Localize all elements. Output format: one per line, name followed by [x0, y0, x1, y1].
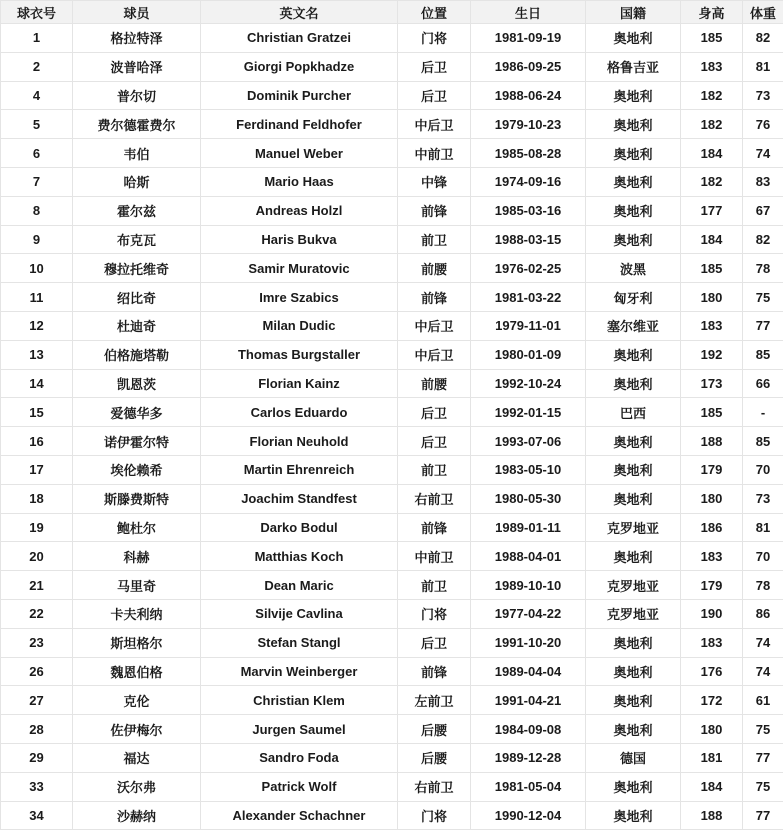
- height-cell: 181: [681, 743, 743, 772]
- table-row: [1, 24, 783, 53]
- table-row: [1, 743, 783, 772]
- weight-cell: 85: [743, 340, 783, 369]
- jersey-number-cell: 7: [1, 167, 73, 196]
- table-row: [1, 254, 783, 283]
- player-name-cell: 杜迪奇: [73, 311, 201, 340]
- jersey-number-cell: 26: [1, 657, 73, 686]
- player-name-cell: 克伦: [73, 686, 201, 715]
- nationality-cell: 巴西: [586, 398, 681, 427]
- nationality-cell: 奥地利: [586, 542, 681, 571]
- nationality-cell: 德国: [586, 743, 681, 772]
- jersey-number-cell: 15: [1, 398, 73, 427]
- player-name-cell: 科赫: [73, 542, 201, 571]
- nationality-cell: 塞尔维亚: [586, 311, 681, 340]
- nationality-cell: 奥地利: [586, 628, 681, 657]
- table-row: [1, 571, 783, 600]
- table-row: [1, 657, 783, 686]
- player-name-cell: 沙赫纳: [73, 801, 201, 830]
- birthday-cell: 1985-03-16: [471, 196, 586, 225]
- birthday-cell: 1983-05-10: [471, 455, 586, 484]
- nationality-cell: 奥地利: [586, 455, 681, 484]
- weight-cell: 75: [743, 715, 783, 744]
- birthday-cell: 1989-01-11: [471, 513, 586, 542]
- table-row: [1, 225, 783, 254]
- nationality-cell: 奥地利: [586, 196, 681, 225]
- position-cell: 中前卫: [398, 139, 471, 168]
- english-name-cell: Florian Kainz: [201, 369, 398, 398]
- table-row: [1, 772, 783, 801]
- column-header-position: 位置: [398, 1, 471, 24]
- jersey-number-cell: 27: [1, 686, 73, 715]
- header-row: [1, 1, 783, 24]
- height-cell: 177: [681, 196, 743, 225]
- player-name-cell: 鲍杜尔: [73, 513, 201, 542]
- position-cell: 门将: [398, 801, 471, 830]
- english-name-cell: Matthias Koch: [201, 542, 398, 571]
- height-cell: 179: [681, 571, 743, 600]
- jersey-number-cell: 18: [1, 484, 73, 513]
- birthday-cell: 1979-11-01: [471, 311, 586, 340]
- nationality-cell: 奥地利: [586, 427, 681, 456]
- english-name-cell: Mario Haas: [201, 167, 398, 196]
- position-cell: 中前卫: [398, 542, 471, 571]
- height-cell: 188: [681, 427, 743, 456]
- birthday-cell: 1981-03-22: [471, 283, 586, 312]
- table-row: [1, 196, 783, 225]
- english-name-cell: Imre Szabics: [201, 283, 398, 312]
- table-row: [1, 715, 783, 744]
- player-name-cell: 绍比奇: [73, 283, 201, 312]
- column-header-height: 身高: [681, 1, 743, 24]
- height-cell: 186: [681, 513, 743, 542]
- table-row: [1, 398, 783, 427]
- table-row: [1, 427, 783, 456]
- weight-cell: 75: [743, 772, 783, 801]
- position-cell: 右前卫: [398, 772, 471, 801]
- player-name-cell: 斯滕费斯特: [73, 484, 201, 513]
- jersey-number-cell: 12: [1, 311, 73, 340]
- birthday-cell: 1988-04-01: [471, 542, 586, 571]
- nationality-cell: 波黑: [586, 254, 681, 283]
- jersey-number-cell: 5: [1, 110, 73, 139]
- birthday-cell: 1990-12-04: [471, 801, 586, 830]
- weight-cell: 85: [743, 427, 783, 456]
- weight-cell: 77: [743, 801, 783, 830]
- height-cell: 180: [681, 484, 743, 513]
- english-name-cell: Samir Muratovic: [201, 254, 398, 283]
- column-header-birthday: 生日: [471, 1, 586, 24]
- jersey-number-cell: 9: [1, 225, 73, 254]
- column-header-jersey-number: 球衣号: [1, 1, 73, 24]
- nationality-cell: 克罗地亚: [586, 599, 681, 628]
- weight-cell: -: [743, 398, 783, 427]
- table-row: [1, 81, 783, 110]
- weight-cell: 78: [743, 254, 783, 283]
- jersey-number-cell: 14: [1, 369, 73, 398]
- jersey-number-cell: 10: [1, 254, 73, 283]
- height-cell: 192: [681, 340, 743, 369]
- player-name-cell: 沃尔弗: [73, 772, 201, 801]
- weight-cell: 74: [743, 628, 783, 657]
- english-name-cell: Carlos Eduardo: [201, 398, 398, 427]
- jersey-number-cell: 1: [1, 24, 73, 53]
- jersey-number-cell: 2: [1, 52, 73, 81]
- table-row: [1, 628, 783, 657]
- player-name-cell: 格拉特泽: [73, 24, 201, 53]
- height-cell: 190: [681, 599, 743, 628]
- position-cell: 中锋: [398, 167, 471, 196]
- table-row: [1, 52, 783, 81]
- weight-cell: 70: [743, 542, 783, 571]
- position-cell: 前卫: [398, 455, 471, 484]
- weight-cell: 82: [743, 24, 783, 53]
- nationality-cell: 匈牙利: [586, 283, 681, 312]
- nationality-cell: 格鲁吉亚: [586, 52, 681, 81]
- player-name-cell: 伯格施塔勒: [73, 340, 201, 369]
- height-cell: 176: [681, 657, 743, 686]
- player-name-cell: 韦伯: [73, 139, 201, 168]
- birthday-cell: 1993-07-06: [471, 427, 586, 456]
- birthday-cell: 1989-12-28: [471, 743, 586, 772]
- position-cell: 后卫: [398, 398, 471, 427]
- player-name-cell: 费尔德霍费尔: [73, 110, 201, 139]
- player-name-cell: 斯坦格尔: [73, 628, 201, 657]
- position-cell: 中后卫: [398, 311, 471, 340]
- birthday-cell: 1992-01-15: [471, 398, 586, 427]
- nationality-cell: 奥地利: [586, 657, 681, 686]
- position-cell: 后腰: [398, 715, 471, 744]
- weight-cell: 74: [743, 139, 783, 168]
- birthday-cell: 1980-01-09: [471, 340, 586, 369]
- height-cell: 185: [681, 398, 743, 427]
- player-name-cell: 哈斯: [73, 167, 201, 196]
- jersey-number-cell: 29: [1, 743, 73, 772]
- birthday-cell: 1974-09-16: [471, 167, 586, 196]
- nationality-cell: 奥地利: [586, 24, 681, 53]
- weight-cell: 76: [743, 110, 783, 139]
- english-name-cell: Marvin Weinberger: [201, 657, 398, 686]
- english-name-cell: Jurgen Saumel: [201, 715, 398, 744]
- birthday-cell: 1988-03-15: [471, 225, 586, 254]
- nationality-cell: 奥地利: [586, 484, 681, 513]
- birthday-cell: 1989-10-10: [471, 571, 586, 600]
- column-header-nationality: 国籍: [586, 1, 681, 24]
- weight-cell: 83: [743, 167, 783, 196]
- english-name-cell: Dean Maric: [201, 571, 398, 600]
- table-row: [1, 686, 783, 715]
- english-name-cell: Manuel Weber: [201, 139, 398, 168]
- nationality-cell: 克罗地亚: [586, 513, 681, 542]
- player-name-cell: 埃伦赖希: [73, 455, 201, 484]
- english-name-cell: Joachim Standfest: [201, 484, 398, 513]
- weight-cell: 66: [743, 369, 783, 398]
- nationality-cell: 奥地利: [586, 772, 681, 801]
- nationality-cell: 奥地利: [586, 715, 681, 744]
- nationality-cell: 奥地利: [586, 139, 681, 168]
- player-name-cell: 波普哈泽: [73, 52, 201, 81]
- jersey-number-cell: 21: [1, 571, 73, 600]
- table-row: [1, 110, 783, 139]
- jersey-number-cell: 11: [1, 283, 73, 312]
- position-cell: 后卫: [398, 628, 471, 657]
- english-name-cell: Silvije Cavlina: [201, 599, 398, 628]
- jersey-number-cell: 23: [1, 628, 73, 657]
- height-cell: 183: [681, 52, 743, 81]
- column-header-weight: 体重: [743, 1, 783, 24]
- position-cell: 前腰: [398, 369, 471, 398]
- position-cell: 前卫: [398, 571, 471, 600]
- height-cell: 182: [681, 167, 743, 196]
- height-cell: 184: [681, 139, 743, 168]
- birthday-cell: 1989-04-04: [471, 657, 586, 686]
- birthday-cell: 1984-09-08: [471, 715, 586, 744]
- position-cell: 中后卫: [398, 340, 471, 369]
- weight-cell: 77: [743, 311, 783, 340]
- nationality-cell: 奥地利: [586, 225, 681, 254]
- english-name-cell: Milan Dudic: [201, 311, 398, 340]
- jersey-number-cell: 17: [1, 455, 73, 484]
- table-row: [1, 167, 783, 196]
- weight-cell: 73: [743, 81, 783, 110]
- birthday-cell: 1991-10-20: [471, 628, 586, 657]
- birthday-cell: 1988-06-24: [471, 81, 586, 110]
- jersey-number-cell: 34: [1, 801, 73, 830]
- weight-cell: 78: [743, 571, 783, 600]
- position-cell: 前锋: [398, 513, 471, 542]
- table-row: [1, 513, 783, 542]
- player-name-cell: 马里奇: [73, 571, 201, 600]
- table-row: [1, 455, 783, 484]
- english-name-cell: Thomas Burgstaller: [201, 340, 398, 369]
- position-cell: 后卫: [398, 81, 471, 110]
- height-cell: 182: [681, 81, 743, 110]
- nationality-cell: 奥地利: [586, 369, 681, 398]
- birthday-cell: 1980-05-30: [471, 484, 586, 513]
- position-cell: 前卫: [398, 225, 471, 254]
- english-name-cell: Andreas Holzl: [201, 196, 398, 225]
- height-cell: 183: [681, 311, 743, 340]
- jersey-number-cell: 16: [1, 427, 73, 456]
- weight-cell: 86: [743, 599, 783, 628]
- english-name-cell: Patrick Wolf: [201, 772, 398, 801]
- table-header: [1, 1, 783, 24]
- table-row: [1, 283, 783, 312]
- weight-cell: 81: [743, 513, 783, 542]
- player-name-cell: 诺伊霍尔特: [73, 427, 201, 456]
- weight-cell: 70: [743, 455, 783, 484]
- english-name-cell: Martin Ehrenreich: [201, 455, 398, 484]
- english-name-cell: Christian Gratzei: [201, 24, 398, 53]
- table-row: [1, 369, 783, 398]
- nationality-cell: 奥地利: [586, 340, 681, 369]
- nationality-cell: 克罗地亚: [586, 571, 681, 600]
- height-cell: 183: [681, 542, 743, 571]
- nationality-cell: 奥地利: [586, 81, 681, 110]
- position-cell: 前锋: [398, 196, 471, 225]
- height-cell: 185: [681, 254, 743, 283]
- height-cell: 182: [681, 110, 743, 139]
- position-cell: 左前卫: [398, 686, 471, 715]
- english-name-cell: Sandro Foda: [201, 743, 398, 772]
- english-name-cell: Ferdinand Feldhofer: [201, 110, 398, 139]
- birthday-cell: 1991-04-21: [471, 686, 586, 715]
- player-name-cell: 福达: [73, 743, 201, 772]
- player-name-cell: 佐伊梅尔: [73, 715, 201, 744]
- weight-cell: 81: [743, 52, 783, 81]
- position-cell: 右前卫: [398, 484, 471, 513]
- jersey-number-cell: 28: [1, 715, 73, 744]
- birthday-cell: 1977-04-22: [471, 599, 586, 628]
- nationality-cell: 奥地利: [586, 686, 681, 715]
- position-cell: 前锋: [398, 657, 471, 686]
- table-row: [1, 139, 783, 168]
- player-name-cell: 普尔切: [73, 81, 201, 110]
- weight-cell: 74: [743, 657, 783, 686]
- english-name-cell: Giorgi Popkhadze: [201, 52, 398, 81]
- table-row: [1, 484, 783, 513]
- birthday-cell: 1981-05-04: [471, 772, 586, 801]
- height-cell: 173: [681, 369, 743, 398]
- height-cell: 183: [681, 628, 743, 657]
- position-cell: 门将: [398, 24, 471, 53]
- height-cell: 180: [681, 283, 743, 312]
- height-cell: 188: [681, 801, 743, 830]
- jersey-number-cell: 19: [1, 513, 73, 542]
- column-header-english-name: 英文名: [201, 1, 398, 24]
- height-cell: 180: [681, 715, 743, 744]
- table-row: [1, 542, 783, 571]
- birthday-cell: 1976-02-25: [471, 254, 586, 283]
- english-name-cell: Christian Klem: [201, 686, 398, 715]
- player-name-cell: 凯恩茨: [73, 369, 201, 398]
- table-body: [1, 24, 783, 830]
- height-cell: 185: [681, 24, 743, 53]
- column-header-player-name: 球员: [73, 1, 201, 24]
- weight-cell: 82: [743, 225, 783, 254]
- weight-cell: 73: [743, 484, 783, 513]
- table-row: [1, 801, 783, 830]
- birthday-cell: 1979-10-23: [471, 110, 586, 139]
- player-name-cell: 霍尔兹: [73, 196, 201, 225]
- nationality-cell: 奥地利: [586, 110, 681, 139]
- position-cell: 后卫: [398, 52, 471, 81]
- english-name-cell: Stefan Stangl: [201, 628, 398, 657]
- nationality-cell: 奥地利: [586, 167, 681, 196]
- player-name-cell: 穆拉托维奇: [73, 254, 201, 283]
- player-name-cell: 布克瓦: [73, 225, 201, 254]
- position-cell: 门将: [398, 599, 471, 628]
- english-name-cell: Florian Neuhold: [201, 427, 398, 456]
- birthday-cell: 1986-09-25: [471, 52, 586, 81]
- player-name-cell: 卡夫利纳: [73, 599, 201, 628]
- height-cell: 184: [681, 772, 743, 801]
- weight-cell: 75: [743, 283, 783, 312]
- table-row: [1, 340, 783, 369]
- jersey-number-cell: 33: [1, 772, 73, 801]
- jersey-number-cell: 13: [1, 340, 73, 369]
- height-cell: 179: [681, 455, 743, 484]
- player-name-cell: 魏恩伯格: [73, 657, 201, 686]
- birthday-cell: 1981-09-19: [471, 24, 586, 53]
- jersey-number-cell: 4: [1, 81, 73, 110]
- birthday-cell: 1985-08-28: [471, 139, 586, 168]
- english-name-cell: Alexander Schachner: [201, 801, 398, 830]
- weight-cell: 67: [743, 196, 783, 225]
- position-cell: 后腰: [398, 743, 471, 772]
- jersey-number-cell: 6: [1, 139, 73, 168]
- english-name-cell: Darko Bodul: [201, 513, 398, 542]
- position-cell: 中后卫: [398, 110, 471, 139]
- table-row: [1, 311, 783, 340]
- position-cell: 后卫: [398, 427, 471, 456]
- birthday-cell: 1992-10-24: [471, 369, 586, 398]
- jersey-number-cell: 22: [1, 599, 73, 628]
- weight-cell: 77: [743, 743, 783, 772]
- height-cell: 172: [681, 686, 743, 715]
- jersey-number-cell: 20: [1, 542, 73, 571]
- position-cell: 前锋: [398, 283, 471, 312]
- jersey-number-cell: 8: [1, 196, 73, 225]
- player-name-cell: 爱德华多: [73, 398, 201, 427]
- nationality-cell: 奥地利: [586, 801, 681, 830]
- height-cell: 184: [681, 225, 743, 254]
- table-row: [1, 599, 783, 628]
- english-name-cell: Dominik Purcher: [201, 81, 398, 110]
- weight-cell: 61: [743, 686, 783, 715]
- english-name-cell: Haris Bukva: [201, 225, 398, 254]
- position-cell: 前腰: [398, 254, 471, 283]
